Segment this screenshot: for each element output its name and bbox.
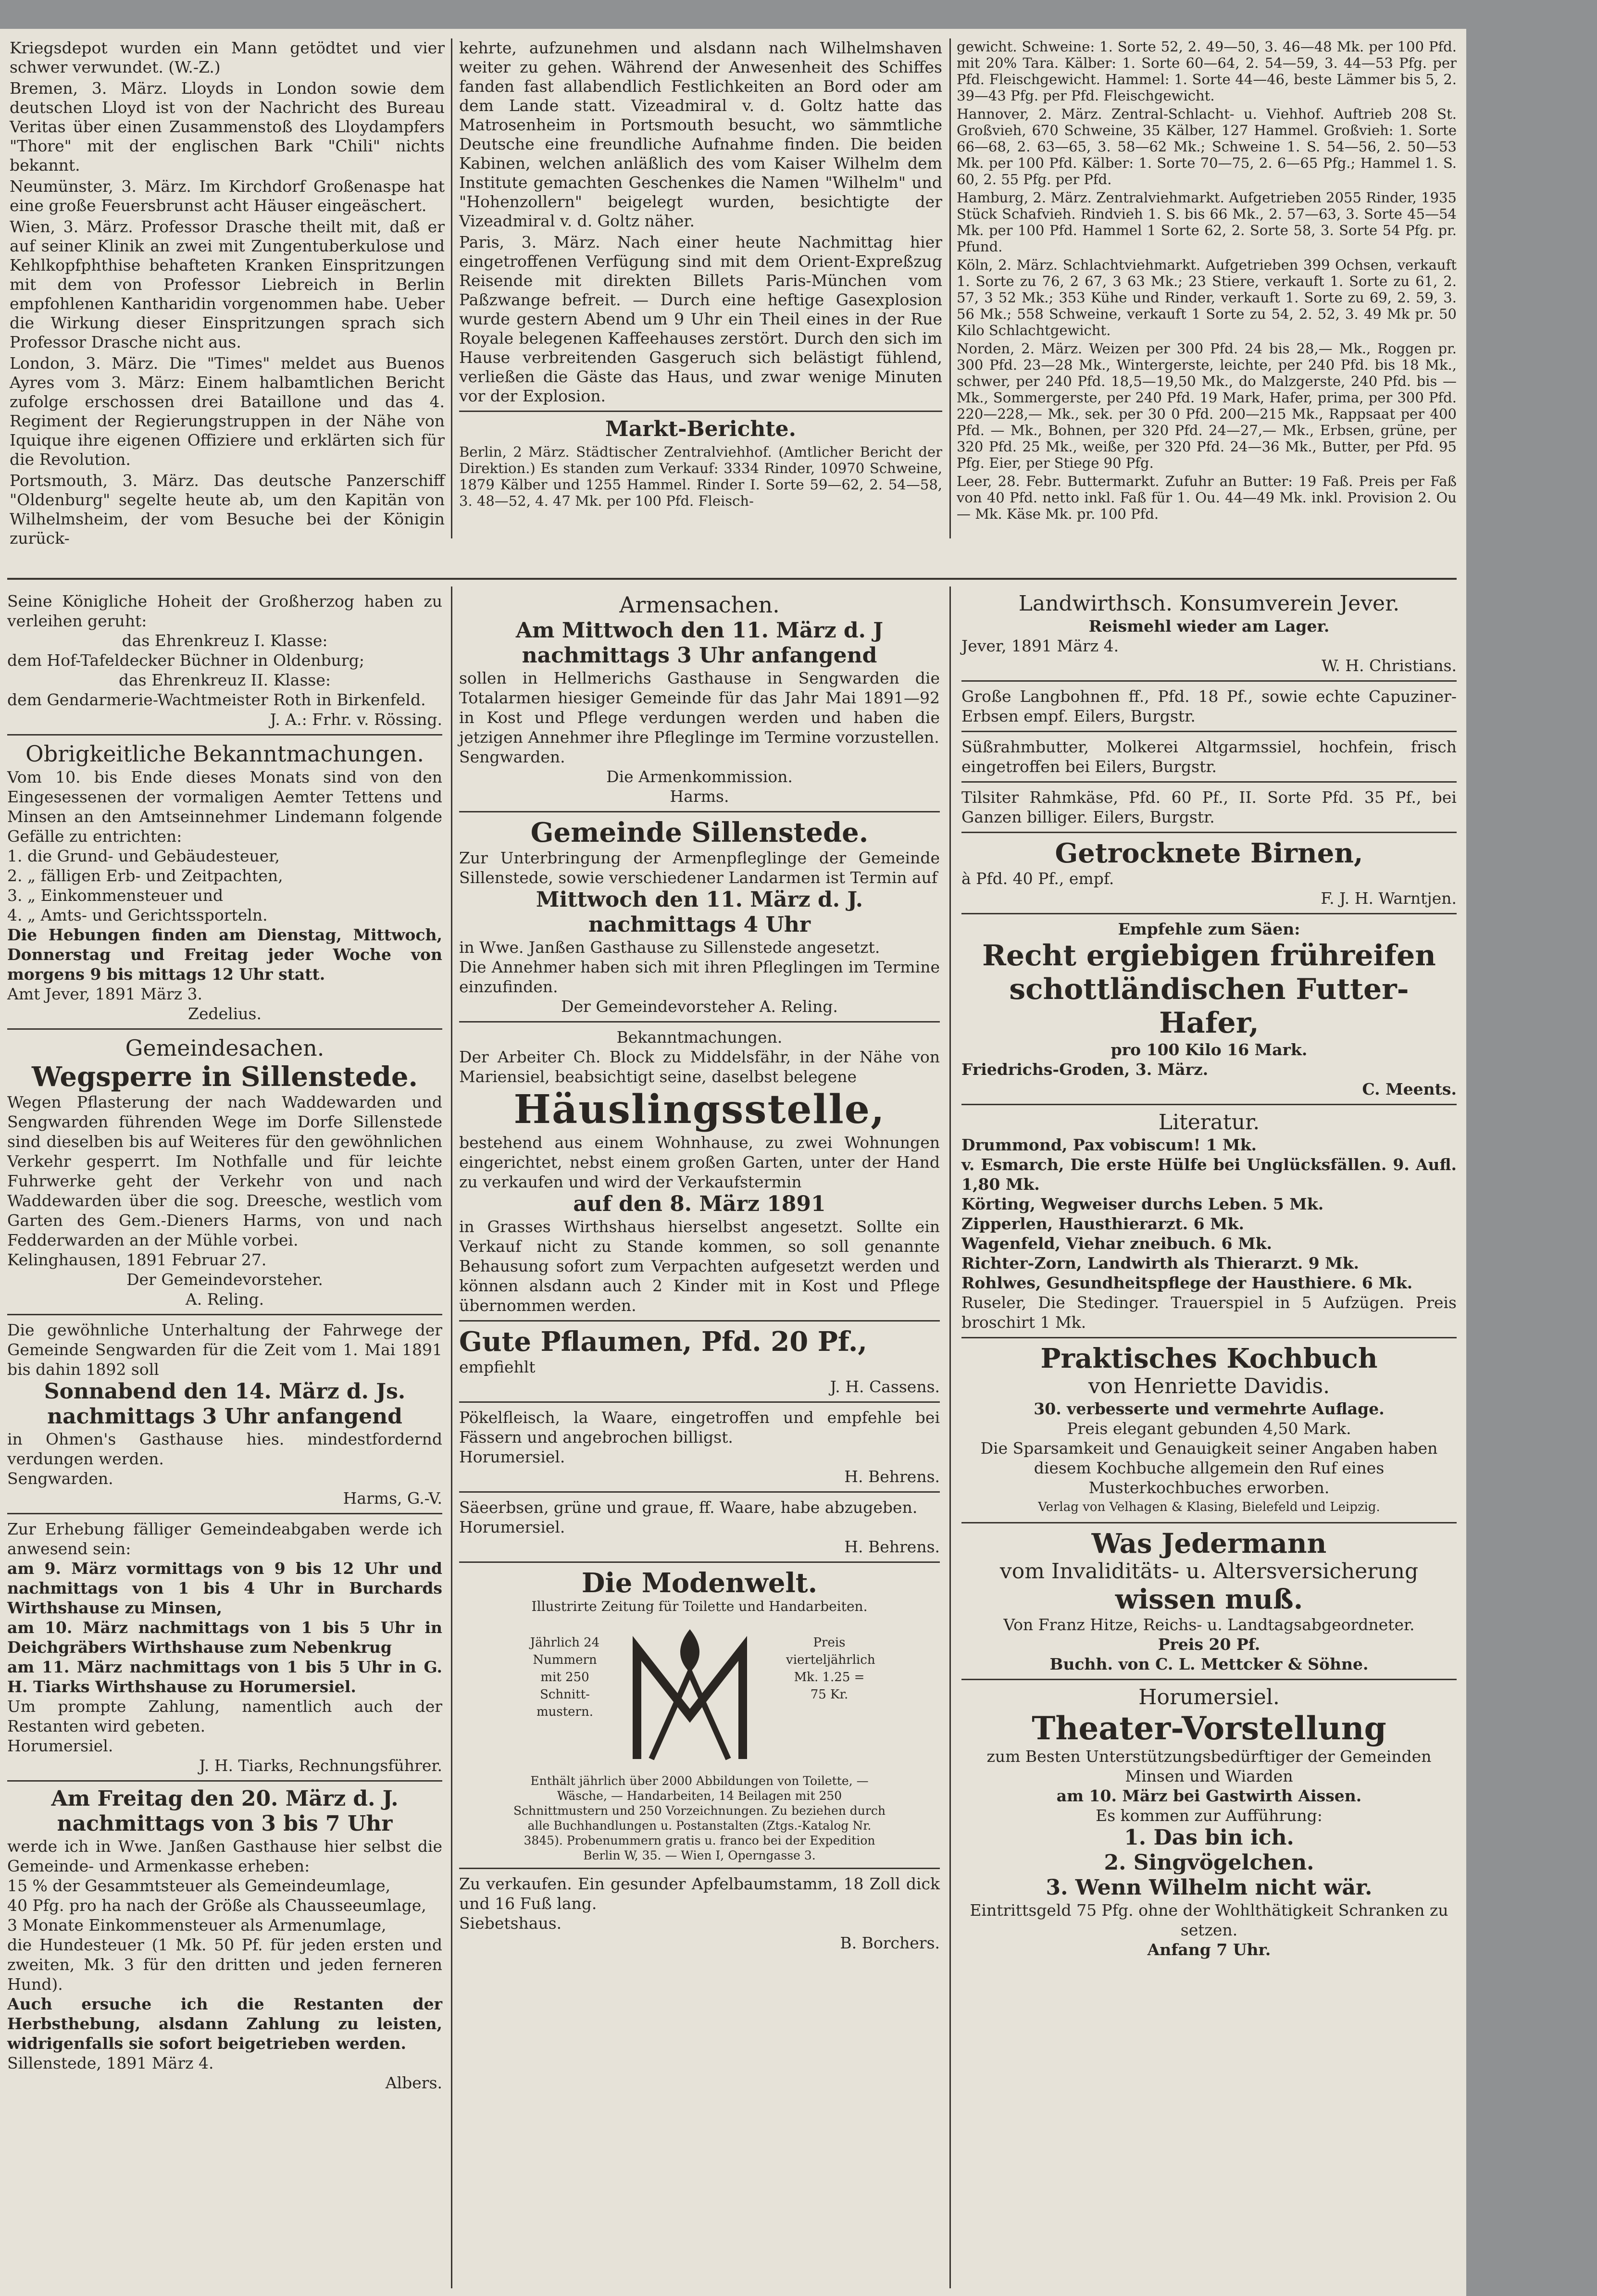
divider (459, 811, 940, 812)
ad-headline: Sonnabend den 14. März d. Js. (44, 1379, 406, 1404)
market-report: Köln, 2. März. Schlachtviehmarkt. Aufgetrieben 399 Ochsen, verkauft 1. Sorte zu 76, 2 67, 3 63 Mk.; 23 Stiere, verkauft 1. Sorte zu 61, 2. 57, 3 52 Mk.; 353 Kühe und Rinder, verkauft 1. Sorte zu 69, 2. 59, 3. 56 Mk.; 558 Schweine, verkauft 1 Sorte zu 54, 2. 52, 3. 49 Mk pr. 50 Kilo Schlachtgewicht. (957, 257, 1457, 338)
divider (961, 832, 1457, 833)
ad-headline: Häuslingsstelle, (513, 1086, 886, 1133)
text-line: Tilsiter Rahmkäse, Pfd. 60 Pf., II. Sorte Pfd. 35 Pf., bei Ganzen billiger. Eilers, Burgstr. (961, 788, 1457, 826)
market-report: Hannover, 2. März. Zentral-Schlacht- u. Viehhof. Auftrieb 208 St. Großvieh, 670 Schweine, 35 Kälber, 127 Hammel. Großvieh: 1. Sorte 66—68, 2. 63—65, 3. 58—62 Mk.; Schweine 1. S. 54—56, 2. 50—53 Mk. per 100 Pfd. Kälber: 1. Sorte 70—75, 2. 6—65 Pfg.; Hammel 1. S. 60, 2. 55 Pfg. per Pfd. (957, 106, 1457, 187)
text-line: Rohlwes, Gesundheitspflege der Hausthiere. 6 Mk. (961, 1273, 1413, 1292)
text-line: Amt Jever, 1891 März 3. (7, 985, 203, 1003)
ad-headline: Am Mittwoch den 11. März d. J (515, 618, 884, 643)
text-line: Horumersiel. (459, 1447, 565, 1466)
ad-headline: Die Modenwelt. (581, 1567, 818, 1599)
text-line: Horumersiel. (459, 1518, 565, 1536)
section-heading: Obrigkeitliche Bekanntmachungen. (25, 741, 424, 767)
text-line: am 11. März nachmittags von 1 bis 5 Uhr in G. H. Tiarks Wirthshause zu Horumersiel. (7, 1658, 442, 1696)
ad-headline: auf den 8. März 1891 (573, 1192, 826, 1216)
divider (7, 1513, 442, 1514)
text-line: 3. „ Einkommensteuer und (7, 886, 224, 905)
text-line: am 10. März nachmittags von 1 bis 5 Uhr in Deichgräbers Wirthshause zum Nebenkrug (7, 1618, 442, 1657)
signature: Zedelius. (188, 1004, 262, 1023)
news-column-2 (459, 38, 942, 511)
text-line: Preis vierteljährlich Mk. 1.25 = 75 Kr. (786, 1635, 875, 1702)
newspaper-page (0, 29, 1466, 2296)
ad-headline: Praktisches Kochbuch (1040, 1343, 1378, 1374)
divider (459, 1561, 940, 1563)
text-line: Richter-Zorn, Landwirth als Thierarzt. 9 Mk. (961, 1254, 1360, 1273)
signature: F. J. H. Warntjen. (1321, 889, 1457, 908)
text-line: Seine Königliche Hoheit der Großherzog haben zu verleihen geruht: (7, 592, 442, 630)
divider (961, 781, 1457, 783)
text-line: Pökelfleisch, la Waare, eingetroffen und empfehle bei Fässern und angebrochen billigst. (459, 1408, 940, 1447)
market-report: Hamburg, 2. März. Zentralviehmarkt. Aufgetrieben 2055 Rinder, 1935 Stück Schafvieh. Rindvieh 1. S. bis 66 Mk., 2. 57—63, 3. Sorte 45—54 Mk. per 100 Pfd. Hammel 1 Sorte 62, 2. Sorte 58, 3. Sorte 54 Pfg. pr. Pfund. (957, 189, 1457, 255)
text-line: Um prompte Zahlung, namentlich auch der Restanten wird gebeten. (7, 1697, 442, 1735)
text-line: Es kommen zur Aufführung: (1096, 1806, 1323, 1825)
text-line: Horumersiel. (7, 1736, 113, 1755)
text-line: Zipperlen, Hausthierarzt. 6 Mk. (961, 1214, 1245, 1233)
signature: Albers. (385, 2073, 442, 2092)
text-line: Süßrahmbutter, Molkerei Altgarmssiel, hochfein, frisch eingetroffen bei Eilers, Burgstr. (961, 737, 1457, 776)
text-line: werde ich in Wwe. Janßen Gasthause hier selbst die Gemeinde- und Armenkasse erheben: (7, 1837, 442, 1875)
modenwelt-emblem (459, 1615, 940, 1773)
text-line: pro 100 Kilo 16 Mark. (1110, 1040, 1308, 1059)
text-line: 3 Monate Einkommensteuer als Armenumlage, (7, 1916, 387, 1934)
divider (459, 1401, 940, 1403)
news-item: Paris, 3. März. Nach einer heute Nachmittag hier eingetroffenen Verfügung sind mit dem Orient-Expreßzug Reisende mit direkten Billets Paris-München vom Paßzwange befreit. — Durch eine heftige Gasexplosion wurde gestern Abend um 9 Uhr ein Theil eines in der Rue Royale belegenen Kaffeehauses zerstört. Durch den sich im Hause verbreitenden Gasgeruch sich belästigt fühlend, verließen die Gäste das Haus, und zwar wenige Minuten vor der Explosion. (459, 233, 942, 405)
section-heading: Literatur. (1158, 1110, 1260, 1135)
signature: C. Meents. (1362, 1080, 1457, 1098)
text-line: zum Besten Unterstützungsbedürftiger der Gemeinden Minsen und Wiarden (986, 1747, 1432, 1785)
column-divider (949, 586, 951, 2288)
text-line: Kelinghausen, 1891 Februar 27. (7, 1250, 267, 1269)
section-heading: Bekanntmachungen. (616, 1028, 783, 1047)
text-line: Die Hebungen finden am Dienstag, Mittwoch, Donnerstag und Freitag jeder Woche von morgens 9 bis mittags 12 Uhr statt. (7, 925, 442, 984)
section-heading: Gemeindesachen. (125, 1035, 324, 1061)
text-line: dem Gendarmerie-Wachtmeister Roth in Birkenfeld. (7, 690, 426, 709)
ad-headline: Was Jedermann (1091, 1528, 1327, 1560)
market-report: gewicht. Schweine: 1. Sorte 52, 2. 49—50, 3. 46—48 Mk. per 100 Pfd. mit 20% Tara. Kälber: 1. Sorte 60—64, 2. 54—59, 3. 44—53 Pfg. per Pfd. Fleischgewicht. Hammel: 1. Sorte 44—46, beste Lämmer bis 5, 2. 39—43 Pfg. per Pfd. Fleischgewicht. (957, 38, 1457, 104)
divider (459, 1021, 940, 1023)
ad-headline: Landwirthsch. Konsumverein Jever. (1018, 591, 1400, 616)
text-line: Säeerbsen, grüne und graue, ff. Waare, habe abzugeben. (459, 1498, 918, 1517)
ad-headline: Recht ergiebigen frühreifen schottländischen Futter-Hafer, (982, 939, 1436, 1040)
market-report: Leer, 28. Febr. Buttermarkt. Zufuhr an Butter: 19 Faß. Preis per Faß von 40 Pfd. netto inkl. Faß für 1. Ou. 44—49 Mk. inkl. Provision 2. Ou — Mk. Käse Mk. pr. 100 Pfd. (957, 473, 1457, 522)
text-line: Körting, Wegweiser durchs Leben. 5 Mk. (961, 1195, 1324, 1213)
text-line: Ruseler, Die Stedinger. Trauerspiel in 5 Aufzügen. Preis broschirt 1 Mk. (961, 1293, 1457, 1332)
ad-column-3 (961, 591, 1457, 1959)
divider (961, 680, 1457, 682)
text-line: bestehend aus einem Wohnhause, zu zwei Wohnungen eingerichtet, nebst einem großen Garten, unter der Hand zu verkaufen und wird der Verkaufstermin (459, 1133, 940, 1191)
text-line: Jährlich 24 Nummern mit 250 Schnitt-mustern. (530, 1635, 600, 1719)
news-item: kehrte, aufzunehmen und alsdann nach Wilhelmshaven weiter zu gehen. Während der Anwesenheit des Schiffes fanden fast allabendlich Festlichkeiten an Bord oder am dem Lande statt. Vizeadmiral v. d. Goltz hatte das Matrosenheim in Portsmouth besucht, wo sämmtliche Deutsche eine freundliche Aufnahme finden. Die beiden Kabinen, welchen anläßlich des vom Kaiser Wilhelm dem Institute gemachten Geschenkes die Namen "Wilhelm" und "Hohenzollern" beigelegt wurden, besichtigte der Vizeadmiral v. d. Goltz näher. (459, 38, 942, 230)
section-divider (7, 578, 1457, 580)
divider (459, 411, 942, 412)
ad-auszeichnung (7, 591, 442, 2093)
signature: Buchh. von C. L. Mettcker & Söhne. (1049, 1655, 1369, 1673)
text-line: Preis 20 Pf. (1158, 1635, 1260, 1654)
ad-headline: Getrocknete Birnen, (1055, 837, 1363, 869)
text-line: Der Gemeindevorsteher. (126, 1270, 323, 1289)
text-line: 1. Das bin ich. (1124, 1825, 1294, 1850)
text-line: am 10. März bei Gastwirth Aissen. (1056, 1786, 1362, 1805)
text-line: dem Hof-Tafeldecker Büchner in Oldenburg; (7, 651, 364, 670)
text-line: Anfang 7 Uhr. (1147, 1940, 1271, 1959)
text-line: am 9. März vormittags von 9 bis 12 Uhr und nachmittags von 1 bis 4 Uhr in Burchards Wirthshause zu Minsen, (7, 1559, 442, 1617)
text-line: Wegen Pflasterung der nach Waddewarden und Sengwarden führenden Wege im Dorfe Sillenstede sind dieselben bis auf Weiteres für den gewöhnlichen Verkehr gesperrt. Im Nothfalle und für leichte Fuhrwerke geht der Verkehr von und nach Waddewarden über die sog. Dreesche, westlich vom Garten des Gem.-Dieners Harms, von und nach Fedderwarden an der Mühle vorbei. (7, 1093, 442, 1249)
ad-headline: Gemeinde Sillenstede. (530, 817, 869, 849)
signature: J. H. Tiarks, Rechnungsführer. (199, 1756, 442, 1775)
text-line: Große Langbohnen ff., Pfd. 18 Pf., sowie echte Capuziner-Erbsen empf. Eilers, Burgstr. (961, 687, 1457, 725)
news-item: London, 3. März. Die "Times" meldet aus Buenos Ayres vom 3. März: Einem halbamtlichen Bericht zufolge erschossen drei Bataillone und das 4. Regiment der Regierungstruppen in der Nähe von Iquique ihre eigenen Offiziere und erklärten sich für die Revolution. (10, 354, 445, 469)
text-line: Verlag von Velhagen & Klasing, Bielefeld und Leipzig. (1038, 1500, 1380, 1514)
text-line: Jever, 1891 März 4. (961, 636, 1119, 655)
text-line: Sengwarden. (7, 1469, 113, 1488)
ad-headline: nachmittags 3 Uhr anfangend (522, 643, 877, 668)
text-line: in Wwe. Janßen Gasthause zu Sillenstede angesetzt. (459, 938, 880, 957)
divider (7, 1028, 442, 1030)
text-line: 4. „ Amts- und Gerichtssporteln. (7, 906, 268, 924)
text-line: Horumersiel. (1138, 1685, 1280, 1710)
text-line: Sillenstede, 1891 März 4. (7, 2054, 214, 2072)
ad-headline: Mittwoch den 11. März d. J. (536, 887, 863, 912)
text-line: Zu verkaufen. Ein gesunder Apfelbaumstamm, 18 Zoll dick und 16 Fuß lang. (459, 1874, 940, 1913)
text-line: 2. Singvögelchen. (1104, 1850, 1314, 1875)
divider (961, 913, 1457, 914)
ad-headline: nachmittags 4 Uhr (588, 912, 811, 937)
text-line: Empfehle zum Säen: (1118, 920, 1300, 938)
text-line: v. Esmarch, Die erste Hülfe bei Unglücksfällen. 9. Aufl. 1,80 Mk. (961, 1155, 1457, 1194)
text-line: Drummond, Pax vobiscum! 1 Mk. (961, 1136, 1257, 1154)
text-line: Die Sparsamkeit und Genauigkeit seiner Angaben haben diesem Kochbuche allgemein den Ruf eines Musterkochbuches erworben. (980, 1439, 1438, 1497)
divider (961, 731, 1457, 732)
text-line: die Hundesteuer (1 Mk. 50 Pf. für jeden ersten und zweiten, Mk. 3 für den dritten und jeden ferneren Hund). (7, 1935, 442, 1994)
text-line: 30. verbesserte und vermehrte Auflage. (1034, 1399, 1385, 1418)
text-line: 1. die Grund- und Gebäudesteuer, (7, 847, 280, 865)
text-line: Zur Erhebung fälliger Gemeindeabgaben werde ich anwesend sein: (7, 1520, 442, 1558)
text-line: Reismehl wieder am Lager. (1088, 617, 1330, 636)
text-line: das Ehrenkreuz II. Klasse: (118, 671, 331, 689)
text-line: Enthält jährlich über 2000 Abbildungen von Toilette, — Wäsche, — Handarbeiten, 14 Beilagen mit 250 Schnittmustern und 250 Vorzeichnungen. Zu beziehen durch alle Buchhandlungen u. Postanstalten (Ztgs.-Katalog Nr. 3845). Probenummern gratis u. franco bei der Expedition Berlin W, 35. — Wien I, Operngasse 3. (513, 1774, 886, 1862)
divider (459, 1320, 940, 1322)
signature: Der Gemeindevorsteher A. Reling. (561, 997, 838, 1016)
text-line: sollen in Hellmerichs Gasthause in Sengwarden die Totalarmen hiesiger Gemeinde für das Jahr Mai 1891—92 in Kost und Pflege verdungen werden und haben die jetzigen Annehmer ihre Pfleglinge im Termine vorzustellen. (459, 669, 940, 747)
text-line: 2. „ fälligen Erb- und Zeitpachten, (7, 866, 283, 885)
news-item: Bremen, 3. März. Lloyds in London sowie dem deutschen Lloyd ist von der Nachricht des Bureau Veritas über einen Zusammenstoß des Lloydampfers "Thore" mit der englischen Bark "Chili" nichts bekannt. (10, 79, 445, 175)
text-line: von Henriette Davidis. (1088, 1374, 1330, 1398)
signature: J. A.: Frhr. v. Rössing. (270, 710, 442, 729)
text-line: in Ohmen's Gasthause hies. mindestfordernd verdungen werden. (7, 1430, 442, 1468)
ad-headline: nachmittags von 3 bis 7 Uhr (57, 1811, 393, 1836)
divider (961, 1679, 1457, 1680)
market-heading: Markt-Berichte. (605, 417, 796, 441)
ad-headline: Wegsperre in Sillenstede. (32, 1061, 418, 1093)
signature: Harms. (670, 787, 729, 806)
text-line: 3. Wenn Wilhelm nicht wär. (1046, 1875, 1372, 1900)
divider (961, 1522, 1457, 1523)
divider (7, 1314, 442, 1315)
text-line: 15 % der Gesammtsteuer als Gemeindeumlage, (7, 1876, 391, 1895)
ad-headline: nachmittags 3 Uhr anfangend (47, 1404, 402, 1429)
text-line: Vom 10. bis Ende dieses Monats sind von den Eingesessenen der vormaligen Aemter Tettens und Minsen an den Amtseinnehmer Lindemann folgende Gefälle zu entrichten: (7, 768, 442, 846)
news-item: Wien, 3. März. Professor Drasche theilt mit, daß er auf seiner Klinik an zwei mit Zungentuberkulose und Kehlkopfphthise behafteten Kranken Einspritzungen mit dem von Professor Liebreich in Berlin empfohlenen Kantharidin vorgenommen habe. Ueber die Wirkung dieser Einspritzungen sprach sich Professor Drasche nicht aus. (10, 217, 445, 351)
divider (7, 734, 442, 736)
text-line: das Ehrenkreuz I. Klasse: (122, 631, 328, 650)
text-line: vom Invaliditäts- u. Altersversicherung (999, 1559, 1419, 1584)
text-line: Auch ersuche ich die Restanten der Herbsthebung, alsdann Zahlung zu leisten, widrigenfalls sie sofort beigetrieben werden. (7, 1995, 442, 2053)
signature: J. H. Cassens. (830, 1377, 940, 1396)
modenwelt-logo (618, 1620, 762, 1769)
divider (459, 1868, 940, 1869)
section-heading: Armensachen. (619, 592, 780, 618)
ad-headline: Theater-Vorstellung (1032, 1710, 1386, 1747)
divider (961, 1337, 1457, 1338)
text-line: à Pfd. 40 Pf., empf. (961, 869, 1114, 888)
news-item: Portsmouth, 3. März. Das deutsche Panzerschiff "Oldenburg" segelte heute ab, um den Kapitän von Wilhelmsheim, der vom Besuche bei der Königin zurück- (10, 471, 445, 548)
column-divider (451, 586, 452, 2288)
news-item: Neumünster, 3. März. Im Kirchdorf Großenaspe hat eine große Feuersbrunst acht Häuser eingeäschert. (10, 177, 445, 215)
news-column-3 (957, 38, 1457, 524)
text-line: Die Armenkommission. (606, 767, 793, 786)
text-line: 40 Pfg. pro ha nach der Größe als Chausseeumlage, (7, 1896, 426, 1915)
text-line: empfiehlt (459, 1358, 536, 1376)
market-report: Berlin, 2 März. Städtischer Zentralviehhof. (Amtlicher Bericht der Direktion.) Es standen zum Verkauf: 3334 Rinder, 10970 Schweine, 1879 Kälber und 1255 Hammel. Rinder I. Sorte 59—62, 2. 54—58, 3. 48—52, 4. 47 Mk. per 100 Pfd. Fleisch- (459, 444, 942, 509)
text-line: Sengwarden. (459, 748, 565, 766)
text-line: Siebetshaus. (459, 1914, 562, 1933)
text-line: Preis elegant gebunden 4,50 Mark. (1067, 1419, 1351, 1438)
ad-headline: Am Freitag den 20. März d. J. (51, 1786, 399, 1811)
divider (459, 1491, 940, 1493)
text-line: in Grasses Wirthshaus hierselbst angesetzt. Sollte ein Verkauf nicht zu Stande kommen, so soll genannte Behausung sofort zum Verpachten aufgesetzt werden und können alsdann auch 2 Kinder mit in Kost und Pflege übernommen werden. (459, 1217, 940, 1315)
signature: B. Borchers. (840, 1934, 940, 1952)
signature: H. Behrens. (844, 1537, 940, 1556)
ad-headline: wissen muß. (1115, 1584, 1303, 1615)
signature: A. Reling. (185, 1290, 264, 1309)
text-line: Zur Unterbringung der Armenpfleglinge der Gemeinde Sillenstede, sowie verschiedener Landarmen ist Termin auf (459, 849, 940, 887)
news-item: Kriegsdepot wurden ein Mann getödtet und vier schwer verwundet. (W.-Z.) (10, 38, 445, 76)
column-divider (451, 38, 452, 538)
text-line: Friedrichs-Groden, 3. März. (961, 1060, 1209, 1079)
signature: H. Behrens. (844, 1467, 940, 1486)
ad-armensachen (459, 591, 940, 1953)
divider (961, 1104, 1457, 1105)
ad-headline: Gute Pflaumen, Pfd. 20 Pf., (459, 1326, 867, 1358)
text-line: Der Arbeiter Ch. Block zu Middelsfähr, in der Nähe von Mariensiel, beabsichtigt seine, daselbst belegene (459, 1048, 940, 1086)
divider (7, 1780, 442, 1782)
signature: Harms, G.-V. (343, 1489, 442, 1508)
text-line: Wagenfeld, Viehar zneibuch. 6 Mk. (961, 1234, 1272, 1253)
news-column-1 (10, 38, 445, 550)
text-line: Die Annehmer haben sich mit ihren Pfleglingen im Termine einzufinden. (459, 958, 940, 996)
text-line: Die gewöhnliche Unterhaltung der Fahrwege der Gemeinde Sengwarden für die Zeit vom 1. Mai 1891 bis dahin 1892 soll (7, 1321, 442, 1379)
text-line: Illustrirte Zeitung für Toilette und Handarbeiten. (531, 1598, 868, 1614)
signature: W. H. Christians. (1322, 656, 1457, 675)
text-line: Von Franz Hitze, Reichs- u. Landtagsabgeordneter. (1003, 1615, 1415, 1634)
text-line: Eintrittsgeld 75 Pfg. ohne der Wohlthätigkeit Schranken zu setzen. (970, 1901, 1448, 1939)
column-divider (949, 38, 951, 538)
market-report: Norden, 2. März. Weizen per 300 Pfd. 24 bis 28,— Mk., Roggen pr. 300 Pfd. 23—28 Mk., Wintergerste, leichte, per 240 Pfd. bis 18 Mk., schwer, per 240 Pfd. 18,5—19,50 Mk., do Malzgerste, 240 Pfd. bis — Mk., Sommergerste, per 240 Pfd. 19 Mark, Hafer, prima, per 300 Pfd. 220—228,— Mk., sek. per 30 0 Pfd. 200—215 Mk., Rappsaat per 400 Pfd. — Mk., Bohnen, per 320 Pfd. 24—27,— Mk., Erbsen, grüne, per 320 Pfd. 25 Mk., weiße, per 320 Pfd. 24—36 Mk., Butter, per Pfd. 95 Pfg. Eier, per Stiege 90 Pfg. (957, 340, 1457, 471)
